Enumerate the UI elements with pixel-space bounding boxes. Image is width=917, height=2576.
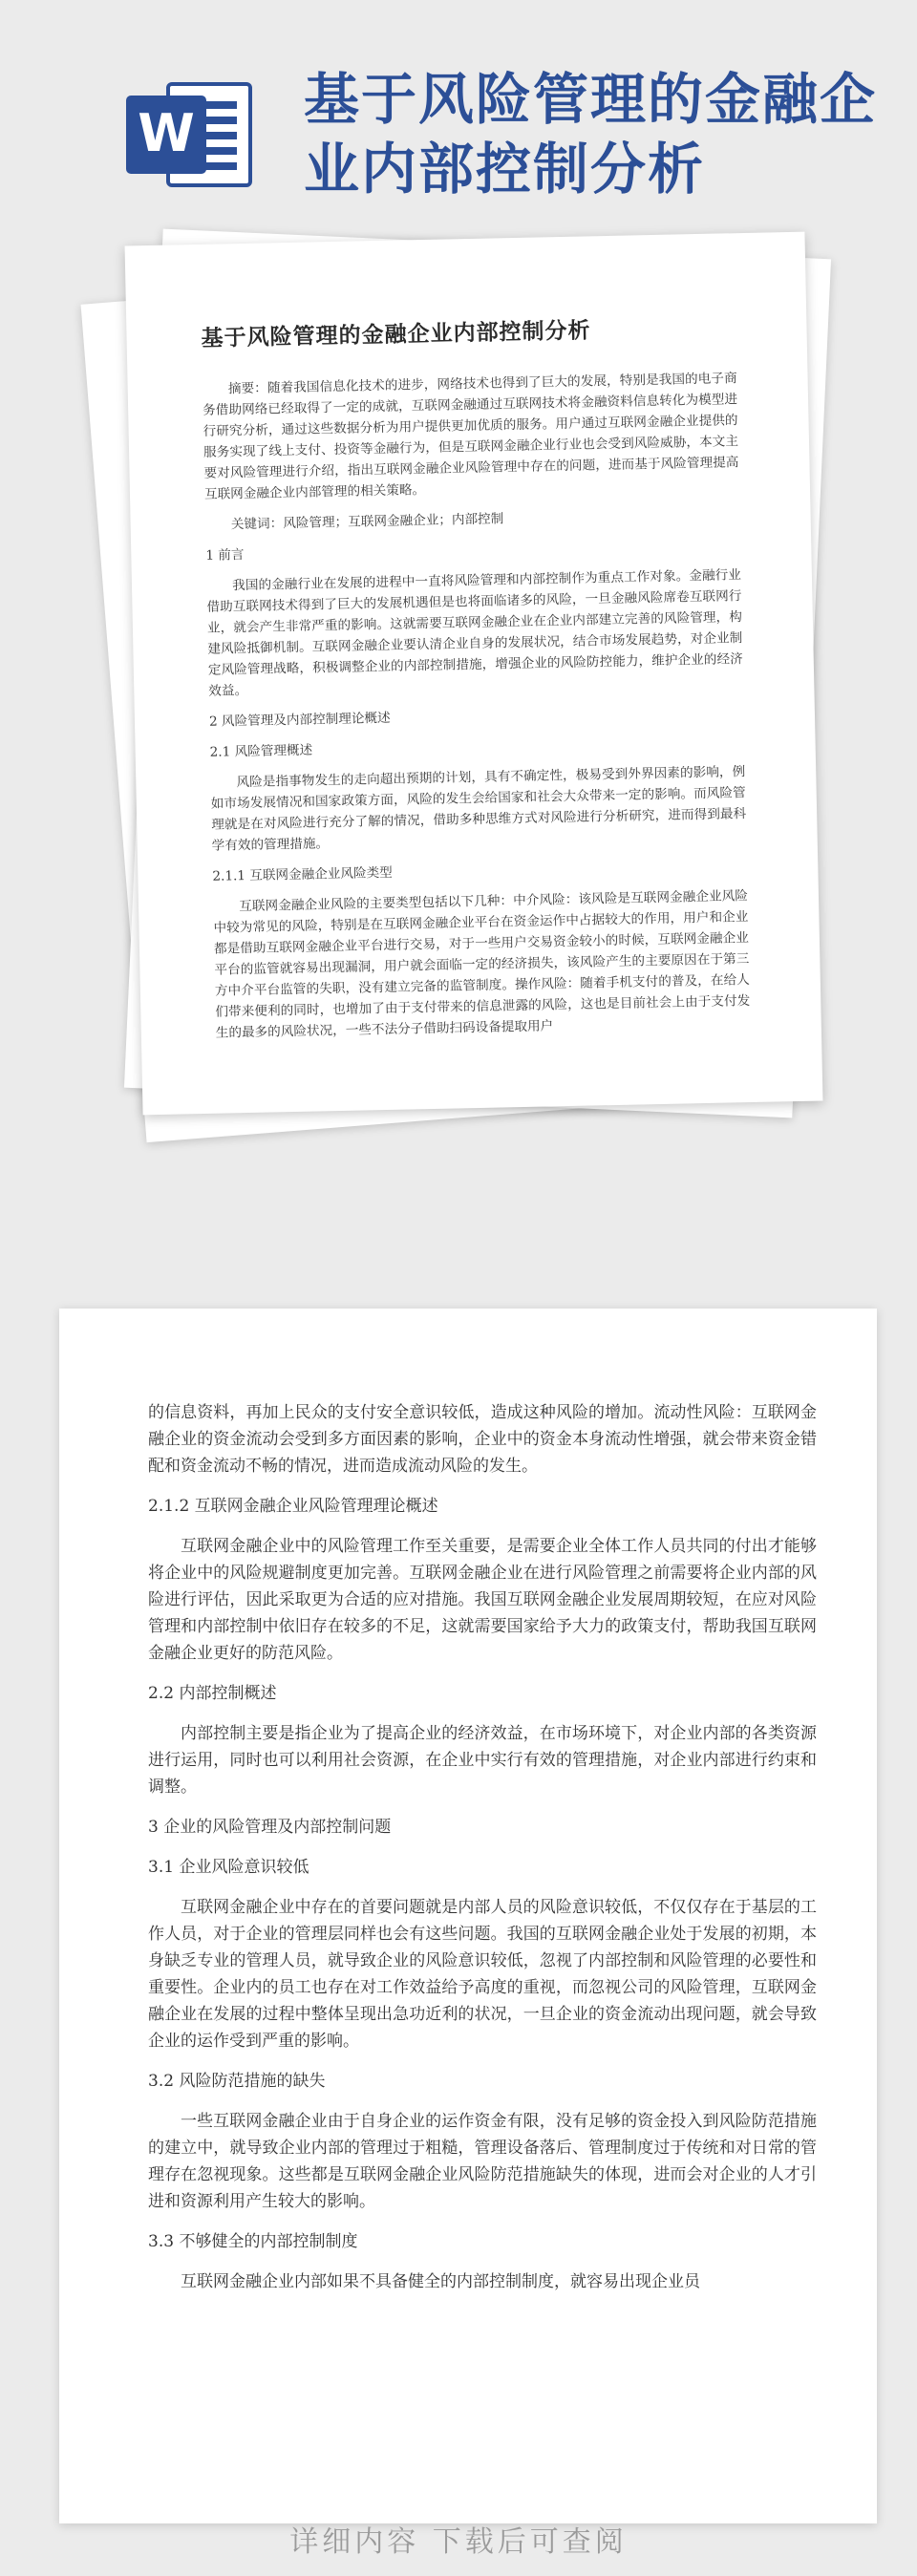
paragraph: 内部控制主要是指企业为了提高企业的经济效益，在市场环境下，对企业内部的各类资源进行运用，同时也可以利用社会资源，在企业中实行有效的管理措施，对企业内部进行约束和调整。	[148, 1724, 817, 1797]
subsection-heading: 3.2 风险防范措施的缺失	[148, 2072, 326, 2091]
document-page-2	[59, 1309, 877, 2523]
document-title	[304, 65, 877, 204]
paragraph: 一些互联网金融企业由于自身企业的运作资金有限，没有足够的资金投入到风险防范措施的建立中，就导致企业内部的管理过于粗糙，管理设备落后、管理制度过于传统和对日常的管理存在忽视现象。这些都是互联网金融企业风险防范措施缺失的体现，进而会对企业的人才引进和资源利用产生较大的影响。	[148, 2112, 817, 2211]
paragraph: 风险是指事物发生的走向超出预期的计划，具有不确定性，极易受到外界因素的影响，例如市场发展情况和国家政策方面，风险的发生会给国家和社会大众带来一定的影响。而风险管理就是在对风险进行充分了解的情况，借助多种思维方式对风险进行分析研究，进而得到最科学有效的管理措施。	[210, 764, 747, 854]
subsection-heading: 2.1.2 互联网金融企业风险管理理论概述	[148, 1497, 438, 1516]
paragraph: 互联网金融企业中存在的首要问题就是内部人员的风险意识较低，不仅仅存在于基层的工作人员，对于企业的管理层同样也会有这些问题。我国的互联网金融企业处于发展的初期，本身缺乏专业的管理人员，就导致企业的风险意识较低，忽视了内部控制和风险管理的必要性和重要性。企业内的员工也存在对工作效益给予高度的重视，而忽视公司的风险管理，互联网金融企业在发展的过程中整体呈现出急功近利的状况，一旦企业的资金流动出现问题，就会导致企业的运作受到严重的影响。	[148, 1898, 817, 2051]
subsection-heading: 2.1 风险管理概述	[209, 742, 313, 760]
header-banner	[0, 0, 917, 220]
page-title: 基于风险管理的金融企业内部控制分析	[201, 317, 591, 351]
paragraph: 互联网金融企业风险的主要类型包括以下几种：中介风险：该风险是互联网金融企业风险中较为常见的风险，特别是在互联网金融企业平台在资金运作中占据较大的作用，用户和企业都是借助互联网金融企业平台进行交易，对于一些用户交易资金较小的时候，互联网金融企业平台的监管就容易出现漏洞，用户就会面临一定的经济损失，该风险产生的主要原因在于第三方中介平台监管的失职，没有建立完备的监管制度。操作风险：随着手机支付的普及，在给人们带来便利的同时，也增加了由于支付带来的信息泄露的风险，这也是目前社会上由于支付发生的最多的风险状况，一些不法分子借助扫码设备提取用户	[213, 888, 751, 1041]
keywords: 关键词：风险管理；互联网金融企业；内部控制	[230, 511, 504, 533]
section-heading: 3 企业的风险管理及内部控制问题	[148, 1818, 392, 1837]
paragraph: 的信息资料，再加上民众的支付安全意识较低，造成这种风险的增加。流动性风险：互联网金融企业的资金流动会受到多方面因素的影响，企业中的资金本身流动性增强，就会带来资金错配和资金流动不畅的情况，进而造成流动风险的发生。	[148, 1403, 817, 1476]
subsection-heading: 2.1.1 互联网金融企业风险类型	[212, 864, 393, 884]
abstract: 摘要：随着我国信息化技术的进步，网络技术也得到了巨大的发展，特别是我国的电子商务借助网络已经取得了一定的成就，互联网金融通过互联网技术将金融资料信息转化为模型进行研究分析，通过这些数据分析为用户提供更加优质的服务。用户通过互联网金融企业提供的服务实现了线上支付、投资等金融行为，但是互联网金融企业行业也会受到风险威胁，本文主要对风险管理进行介绍，指出互联网金融企业风险管理中存在的问题，进而基于风险管理提高互联网金融企业内部管理的相关策略。	[203, 371, 739, 502]
word-doc-icon	[126, 78, 255, 191]
section-heading: 1 前言	[205, 547, 245, 564]
subsection-heading: 3.1 企业风险意识较低	[148, 1858, 309, 1877]
paragraph: 互联网金融企业内部如果不具备健全的内部控制制度，就容易出现企业员	[181, 2272, 700, 2291]
subsection-heading: 3.3 不够健全的内部控制制度	[148, 2232, 358, 2251]
section-heading: 2 风险管理及内部控制理论概述	[208, 710, 391, 730]
svg-text:W: W	[138, 103, 195, 163]
footer-download-hint[interactable]: 详细内容 下载后可查阅	[289, 2525, 628, 2559]
paragraph: 互联网金融企业中的风险管理工作至关重要，是需要企业全体工作人员共同的付出才能够将企业中的风险规避制度更加完善。互联网金融企业在进行风险管理之前需要将企业内部的风险进行评估，因此采取更为合适的应对措施。我国互联网金融企业发展周期较短，在应对风险管理和内部控制中依旧存在较多的不足，这就需要国家给予大力的政策支付，帮助我国互联网金融企业更好的防范风险。	[148, 1537, 817, 1663]
subsection-heading: 2.2 内部控制概述	[148, 1684, 277, 1703]
title-line-2: 业内部控制分析	[304, 137, 706, 202]
title-line-1: 基于风险管理的金融企	[304, 67, 878, 132]
document-page-preview	[125, 232, 823, 1116]
paragraph: 我国的金融行业在发展的进程中一直将风险管理和内部控制作为重点工作对象。金融行业借助互联网技术得到了巨大的发展机遇但是也将面临诸多的风险，一旦金融风险席卷互联网行业，就会产生非常严重的影响。这就需要互联网金融企业在企业内部建立完善的风险管理，构建风险抵御机制。互联网金融企业要认清企业自身的发展状况，结合市场发展趋势，对企业制定风险管理战略，积极调整企业的内部控制措施，增强企业的风险防控能力，维护企业的经济效益。	[206, 567, 743, 699]
